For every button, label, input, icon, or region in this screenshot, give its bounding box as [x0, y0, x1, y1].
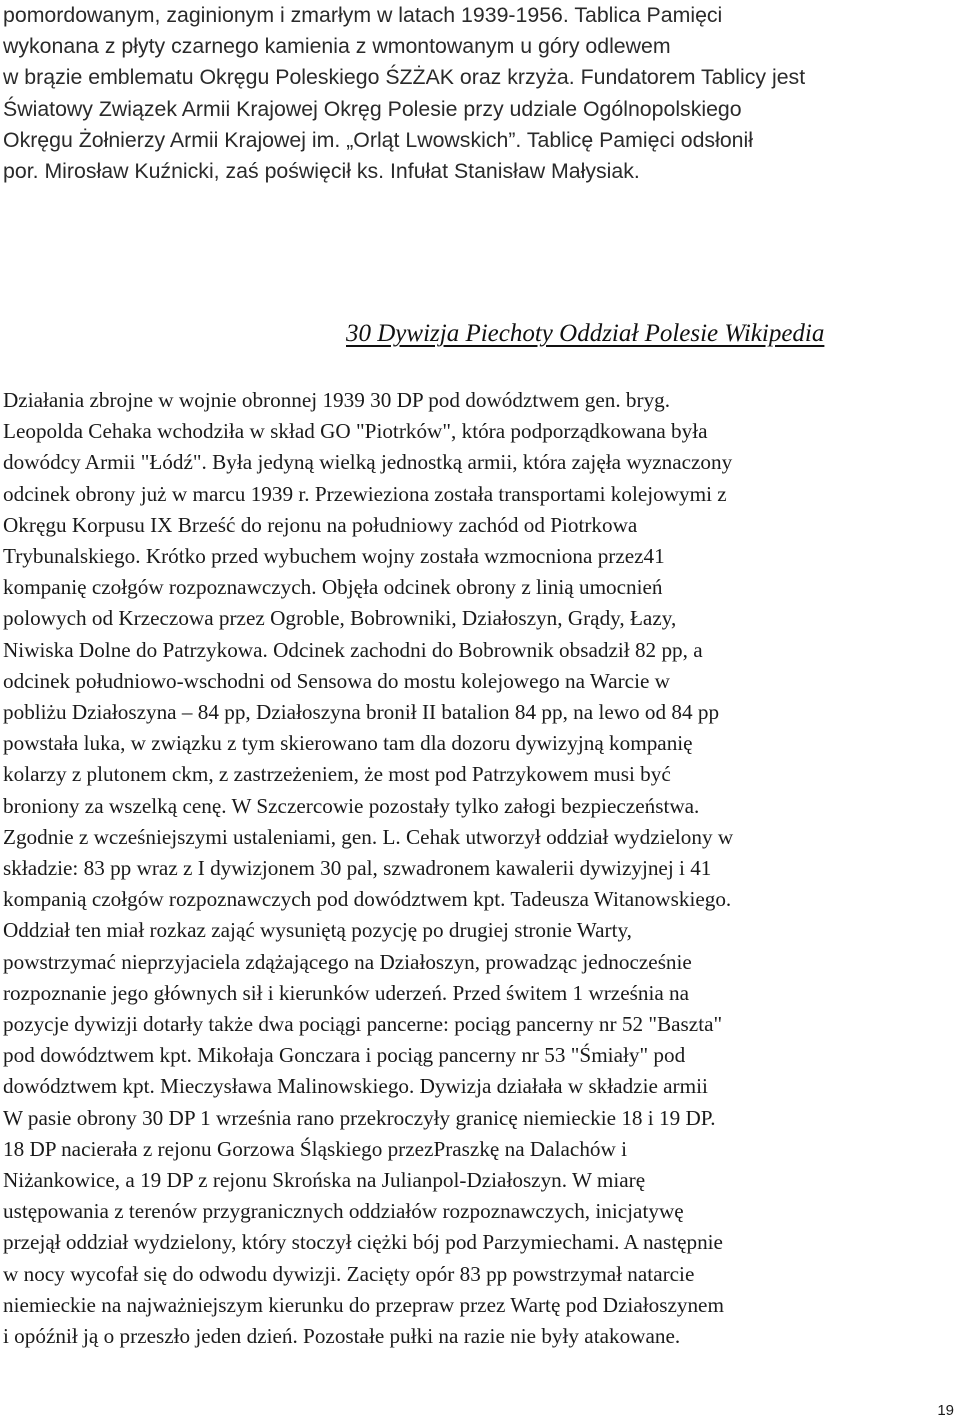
- text-line: W pasie obrony 30 DP 1 września rano przekroczyły granicę niemieckie 18 i 19 DP.: [3, 1105, 716, 1130]
- text-line: przejął oddział wydzielony, który stoczył ciężki bój pod Parzymiechami. A następnie: [3, 1230, 723, 1255]
- text-line: kompanię czołgów rozpoznawczych. Objęła odcinek obrony z linią umocnień: [3, 575, 663, 600]
- top-paragraph: [3, 0, 958, 187]
- text-line: Okręgu Korpusu IX Brześć do rejonu na południowy zachód od Piotrkowa: [3, 512, 638, 537]
- section-heading: 30 Dywizja Piechoty Oddział Polesie Wikipedia: [346, 320, 825, 347]
- text-line: ustępowania z terenów przygranicznych oddziałów rozpoznawczych, inicjatywę: [3, 1199, 684, 1224]
- text-line: Oddział ten miał rozkaz zająć wysuniętą pozycję po drugiej stronie Warty,: [3, 918, 632, 943]
- text-line: odcinek obrony już w marcu 1939 r. Przewieziona została transportami kolejowymi z: [3, 481, 727, 506]
- text-line: rozpoznanie jego głównych sił i kierunków uderzeń. Przed świtem 1 września na: [3, 980, 690, 1005]
- body-paragraph: [3, 385, 958, 1352]
- text-line: pod dowództwem kpt. Mikołaja Gonczara i pociąg pancerny nr 53 "Śmiały" pod: [3, 1043, 686, 1068]
- text-line: kompanią czołgów rozpoznawczych pod dowództwem kpt. Tadeusza Witanowskiego.: [3, 887, 732, 912]
- text-line: dowódcy Armii "Łódź". Była jedyną wielką jednostką armii, która zajęła wyznaczony: [3, 450, 733, 475]
- text-line: pomordowanym, zaginionym i zmarłym w latach 1939-1956. Tablica Pamięci: [3, 3, 723, 27]
- text-line: Działania zbrojne w wojnie obronnej 1939 30 DP pod dowództwem gen. bryg.: [3, 388, 671, 412]
- text-line: Światowy Związek Armii Krajowej Okręg Polesie przy udziale Ogólnopolskiego: [3, 96, 742, 121]
- text-line: kolarzy z plutonem ckm, z zastrzeżeniem, że most pod Patrzykowem musi być: [3, 762, 671, 787]
- text-line: dowództwem kpt. Mieczysława Malinowskiego. Dywizja działała w składzie armii: [3, 1074, 708, 1099]
- text-line: w nocy wycofał się do odwodu dywizji. Zacięty opór 83 pp powstrzymał natarcie: [3, 1261, 695, 1286]
- text-line: Zgodnie z wcześniejszymi ustaleniami, gen. L. Cehak utworzył oddział wydzielony w: [3, 824, 734, 849]
- text-line: Niwiska Dolne do Patrzykowa. Odcinek zachodni do Bobrownik obsadził 82 pp, a: [3, 637, 703, 662]
- page-number: 19: [937, 1402, 954, 1419]
- text-line: powstrzymać nieprzyjaciela zdążającego na Działoszyn, prowadząc jednocześnie: [3, 949, 692, 974]
- text-line: pobliżu Działoszyna – 84 pp, Działoszyna bronił II batalion 84 pp, na lewo od 84 pp: [3, 700, 720, 725]
- text-line: pozycje dywizji dotarły także dwa pociągi pancerne: pociąg pancerny nr 52 "Baszta": [3, 1012, 723, 1037]
- text-line: wykonana z płyty czarnego kamienia z wmontowanym u góry odlewem: [3, 34, 671, 59]
- text-line: i opóźnił ją o przeszło jeden dzień. Pozostałe pułki na razie nie były atakowane.: [3, 1324, 681, 1349]
- text-line: w brązie emblematu Okręgu Poleskiego ŚZŻAK oraz krzyża. Fundatorem Tablicy jest: [3, 65, 806, 90]
- text-line: Trybunalskiego. Krótko przed wybuchem wojny została wzmocniona przez41: [3, 544, 665, 569]
- text-line: Niżankowice, a 19 DP z rejonu Skrońska na Julianpol-Działoszyn. W miarę: [3, 1168, 646, 1193]
- text-line: powstała luka, w związku z tym skierowano tam dla dozoru dywizyjną kompanię: [3, 731, 693, 756]
- text-line: niemieckie na najważniejszym kierunku do przepraw przez Wartę pod Działoszynem: [3, 1292, 724, 1317]
- text-line: Leopolda Cehaka wchodziła w skład GO "Piotrków", która podporządkowana była: [3, 419, 708, 444]
- text-line: 18 DP nacierała z rejonu Gorzowa Śląskiego przezPraszkę na Dalachów i: [3, 1136, 627, 1161]
- text-line: broniony za wszelką cenę. W Szczercowie pozostały tylko załogi bezpieczeństwa.: [3, 793, 700, 818]
- text-line: składzie: 83 pp wraz z I dywizjonem 30 pal, szwadronem kawalerii dywizyjnej i 41: [3, 856, 712, 881]
- text-line: polowych od Krzeczowa przez Ogroble, Bobrowniki, Działoszyn, Grądy, Łazy,: [3, 606, 677, 631]
- text-line: por. Mirosław Kuźnicki, zaś poświęcił ks. Infułat Stanisław Małysiak.: [3, 159, 640, 184]
- text-line: odcinek południowo-wschodni od Sensowa do mostu kolejowego na Warcie w: [3, 668, 670, 693]
- text-line: Okręgu Żołnierzy Armii Krajowej im. „Orląt Lwowskich”. Tablicę Pamięci odsłonił: [3, 127, 753, 152]
